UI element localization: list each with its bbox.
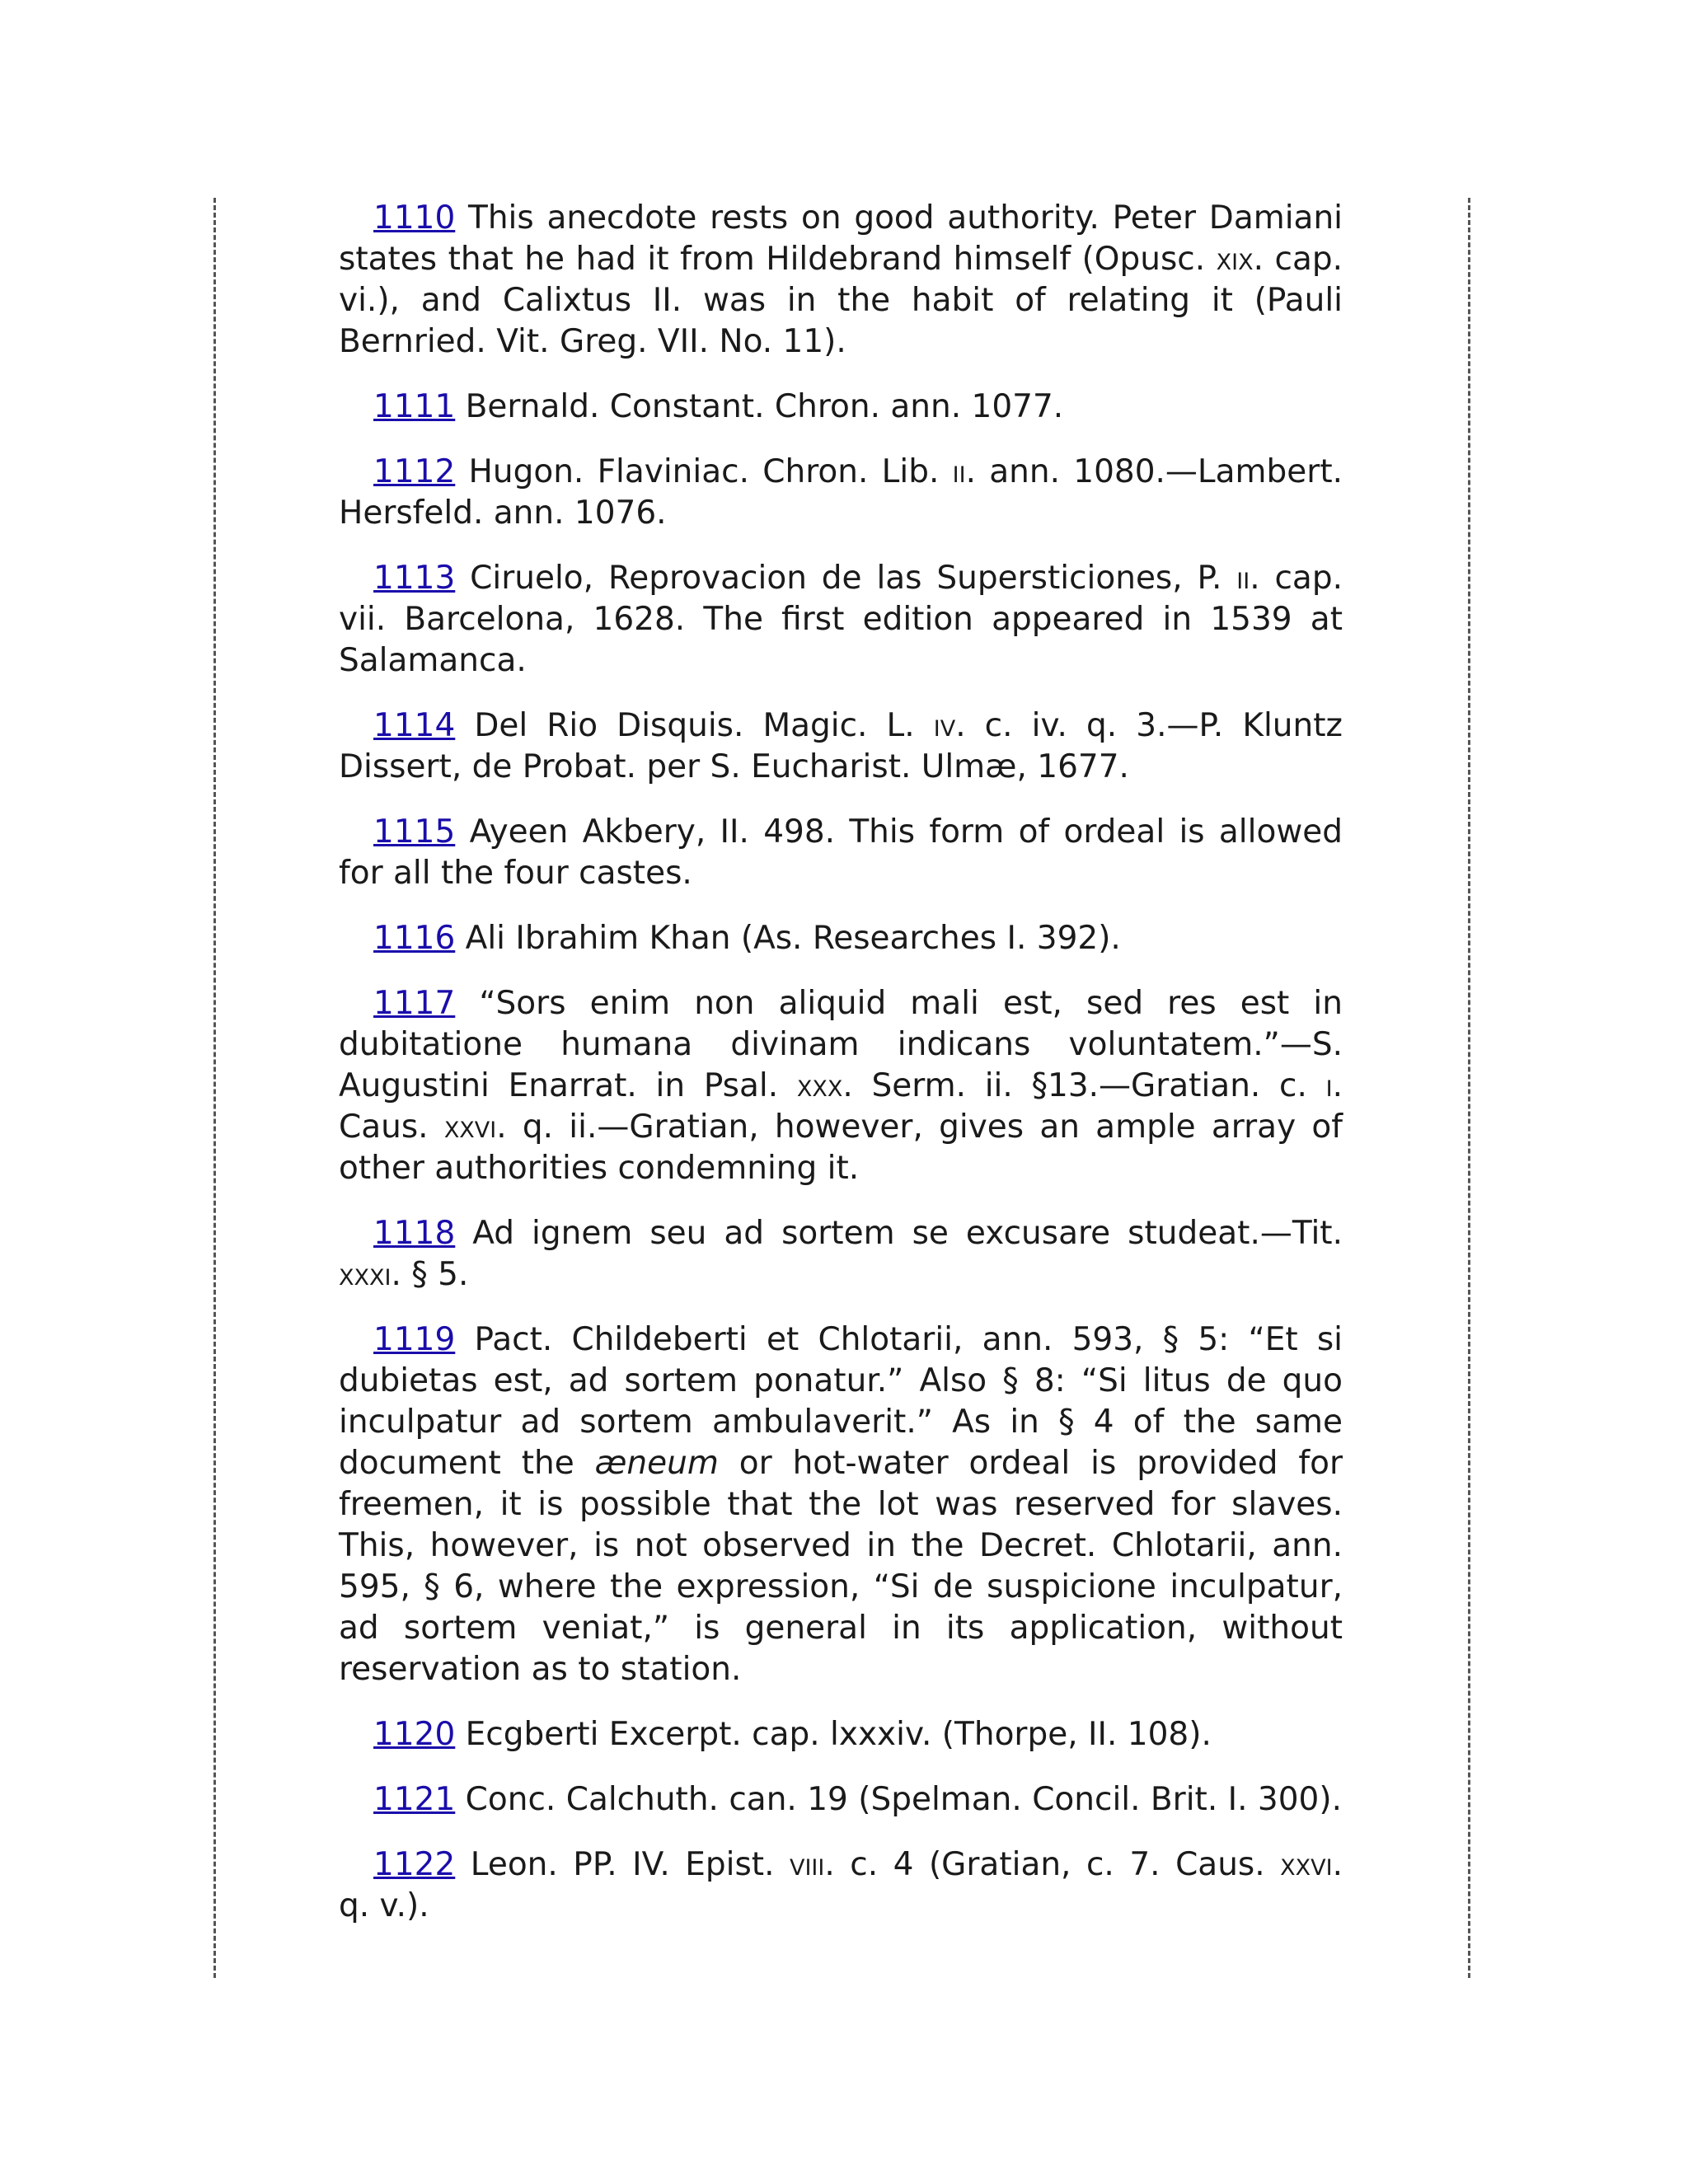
footnote-number-link[interactable]: 1120 [373, 1716, 456, 1753]
footnote [339, 1779, 1343, 1821]
footnote-number-link[interactable]: 1121 [373, 1781, 456, 1818]
footnote-text: . § 5. [391, 1256, 469, 1293]
footnote-text: . ann. 1080.—Lambert. Hersfeld. ann. 1076. [339, 453, 1343, 532]
small-caps-numeral: xxvi [1280, 1846, 1333, 1883]
footnote [339, 1714, 1343, 1755]
footnotes-list [339, 198, 1343, 1951]
footnote-text: Bernald. Constant. Chron. ann. 1077. [455, 388, 1064, 425]
footnote-text: Ayeen Akbery, II. 498. This form of ordeal is allowed for all the four castes. [339, 813, 1343, 892]
italic-term: æneum [594, 1445, 719, 1482]
footnote [339, 1844, 1343, 1927]
footnote-text: Conc. Calchuth. can. 19 (Spelman. Concil. Brit. I. 300). [455, 1781, 1342, 1818]
footnote-text: Ali Ibrahim Khan (As. Researches I. 392). [455, 920, 1121, 957]
footnote-text: . Caus. [1150, 1846, 1281, 1883]
footnote-text: or hot-water ordeal is provided for freemen, it is possible that the lot was reserved for slaves. This, however, is not observed in the Decret. Chlotarii, ann. 595, § 6, where the expression, “Si de suspicione inculpatur, ad sortem veniat,” is general in its application, without reservation as to station. [339, 1445, 1343, 1688]
footnote-number-link[interactable]: 1119 [373, 1321, 456, 1358]
footnote-number-link[interactable]: 1112 [373, 453, 456, 490]
small-caps-numeral: xxx [796, 1067, 843, 1104]
small-caps-numeral: xxxi [339, 1256, 392, 1293]
footnote-number-link[interactable]: 1115 [373, 813, 456, 851]
small-caps-numeral: viii [790, 1846, 825, 1883]
footnote-number-link[interactable]: 1113 [373, 560, 456, 597]
footnote [339, 918, 1343, 959]
footnote-text: . Caus. [339, 1067, 1343, 1146]
footnote-text: “Sors enim non aliquid mali est, sed res est in dubitatione humana divinam indicans voluntatem.”—S. Augustini Enarrat. in Psal. [339, 985, 1343, 1104]
right-margin-rule [1468, 198, 1470, 1978]
footnote [339, 452, 1343, 534]
footnote [339, 387, 1343, 428]
footnote [339, 198, 1343, 363]
footnote-number-link[interactable]: 1111 [373, 388, 456, 425]
small-caps-numeral: i [1325, 1067, 1333, 1104]
abbreviation: c. 7 [1085, 1846, 1151, 1883]
footnote [339, 983, 1343, 1189]
small-caps-numeral: xxvi [443, 1108, 497, 1146]
footnote [339, 1213, 1343, 1296]
footnote-number-link[interactable]: 1114 [373, 707, 456, 744]
footnote-text: Del Rio Disquis. Magic. L. [455, 707, 934, 744]
footnote-text: . c. iv. [955, 707, 1086, 744]
abbreviation: q. 3 [1086, 707, 1157, 744]
footnote-number-link[interactable]: 1110 [373, 199, 456, 237]
abbreviation: q. v. [339, 1887, 406, 1924]
footnote-number-link[interactable]: 1116 [373, 920, 456, 957]
footnote-text: Ecgberti Excerpt. cap. lxxxiv. (Thorpe, II. 108). [455, 1716, 1212, 1753]
footnote-text: . c. 4 (Gratian, [824, 1846, 1086, 1883]
footnote [339, 558, 1343, 682]
small-caps-numeral: ii [1236, 560, 1250, 597]
footnote-number-link[interactable]: 1118 [373, 1215, 456, 1252]
footnote-text: . cap. vii. Barcelona, 1628. The first edition appeared in 1539 at Salamanca. [339, 560, 1343, 679]
small-caps-numeral: xix [1216, 241, 1254, 278]
small-caps-numeral: ii [952, 453, 966, 490]
footnote-text: Leon. PP. IV. Epist. [455, 1846, 790, 1883]
footnote-number-link[interactable]: 1117 [373, 985, 456, 1022]
footnote-text: Ciruelo, Reprovacion de las Supersticiones, P. [455, 560, 1237, 597]
footnote [339, 812, 1343, 894]
footnote-text: . cap. vi.), and Calixtus II. was in the habit of relating it (Pauli Bernried. Vit. Greg. VII. No. 11). [339, 241, 1343, 360]
footnote-text: . q. ii.—Gratian, however, gives an ample array of other authorities condemning it. [339, 1108, 1343, 1187]
footnote-text: . [1332, 1846, 1343, 1883]
footnote-text: This anecdote rests on good authority. Peter Damiani states that he had it from Hildebrand himself (Opusc. [339, 199, 1343, 278]
footnote-text: ). [406, 1887, 429, 1924]
footnote [339, 1319, 1343, 1690]
footnote-text: Pact. Childeberti et Chlotarii, ann. 593, § 5: “Et si dubietas est, ad sortem ponatur.” Also § 8: “Si litus de quo inculpatur ad sortem ambulaverit.” As in § 4 of the same document the [339, 1321, 1343, 1482]
footnote-text: . Serm. ii. §13.—Gratian. c. [842, 1067, 1326, 1104]
footnote-text: Ad ignem seu ad sortem se excusare studeat.—Tit. [455, 1215, 1343, 1252]
small-caps-numeral: iv [933, 707, 956, 744]
footnote-text: Hugon. Flaviniac. Chron. Lib. [455, 453, 953, 490]
footnote-number-link[interactable]: 1122 [373, 1846, 456, 1883]
footnote-text: .—P. Kluntz Dissert, de Probat. per S. Eucharist. Ulmæ, 1677. [339, 707, 1343, 785]
footnote [339, 705, 1343, 788]
left-margin-rule [213, 198, 216, 1978]
